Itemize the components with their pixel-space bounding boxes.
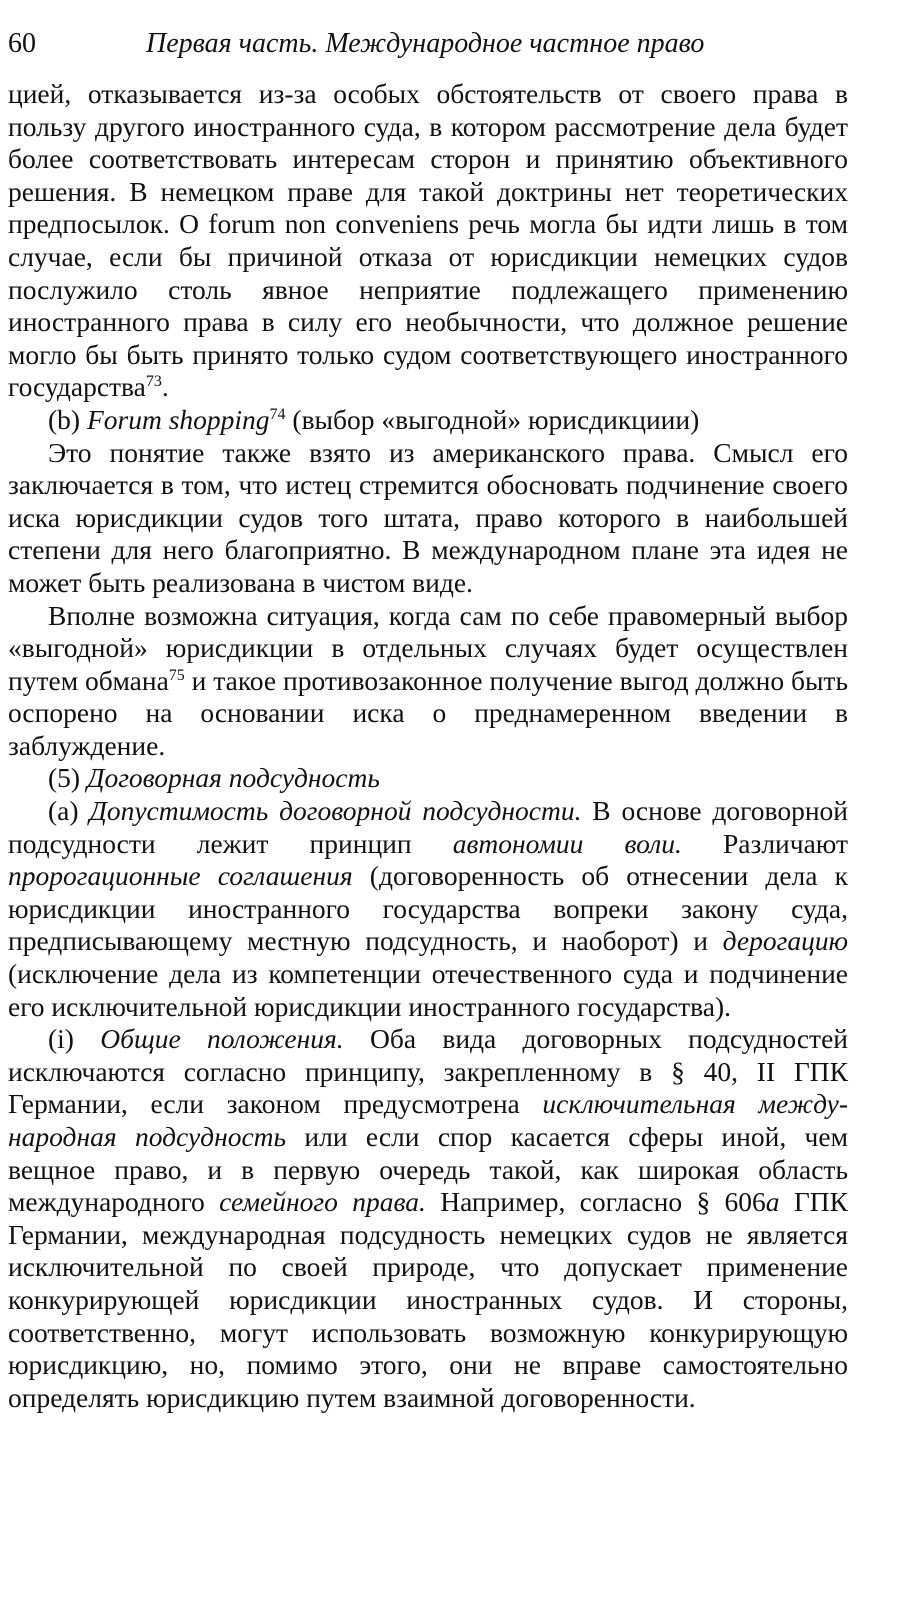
- paragraph-text: Например, согласно § 606: [425, 1186, 766, 1218]
- subheading-title: Forum shopping: [86, 403, 270, 435]
- footnote-ref-74: 74: [269, 405, 286, 423]
- footnote-ref-75: 75: [168, 666, 185, 684]
- subheading-rest: (выбор «выгодной» юрисдикциии): [285, 403, 700, 435]
- paragraph-text: (исключение дела из компетенции отечественного суда и подчинение его исключительной юрисдикции иностранного государства).: [8, 958, 848, 1022]
- paragraph-text: Вполне возможна ситуация, когда сам по себе правомерный выбор «выгодной» юрисдикции в отдельных случаях будет осуществлен путем обмана: [8, 599, 848, 696]
- paragraph-admissibility: [8, 795, 848, 1023]
- paragraph-text: Различают: [681, 827, 849, 859]
- footnote-ref-73: 73: [145, 373, 162, 391]
- paragraph-general-provisions: [8, 1023, 848, 1414]
- page-number: 60: [8, 28, 36, 59]
- italic-term: семейного права.: [219, 1186, 426, 1218]
- body-text: [8, 78, 848, 1414]
- paragraph-text: цией, отказывается из-за особых обстоятельств от своего права в пользу другого иностранного суда, в котором рассмотрение дела будет более соответствовать интересам сторон и принятию объективного решения. В немецком праве для такой доктрины нет теоретических предпосылок. О forum non conveniens речь могла бы идти лишь в том случае, если бы причиной отказа от юрисдикции немецких судов послужило столь явное неприятие подлежащего применению иностранного права в силу его необычности, что должное решение могло бы быть принято только судом соответствующего иностранного государства: [8, 78, 848, 403]
- subheading-prefix: (b): [48, 403, 87, 435]
- running-head: [8, 24, 848, 64]
- italic-term: дерoгацию: [722, 925, 848, 957]
- paragraph-fraud-case: [8, 600, 848, 763]
- paragraph-text-cont: и такое противозаконное получение выгод должно быть оспорено на основании иска о преднамеренном введении в заблуждение.: [8, 664, 848, 761]
- paragraph-text: В основе договорной подсудности лежит принцип: [8, 795, 848, 859]
- item-prefix: (a): [48, 795, 90, 827]
- paragraph-end: .: [161, 371, 169, 403]
- running-title: Первая часть. Международное частное право: [146, 28, 705, 59]
- italic-term: пророгационные соглашения: [8, 860, 353, 892]
- italic-term: a: [765, 1186, 780, 1218]
- paragraph-text: или если спор касается сферы иной, чем вещное право, и в первую очередь такой, как широкая область международного: [8, 1121, 848, 1218]
- paragraph-forum-shopping-definition: [8, 437, 848, 600]
- paragraph-continuation: [8, 78, 848, 404]
- italic-term: исключительная международная подсудность: [8, 1088, 848, 1152]
- item-prefix: (i): [48, 1023, 101, 1055]
- paragraph-text: Это понятие также взято из американского права. Смысл его заключается в том, что истец стремится обосновать подчинение своего иска юрисдикции судов того штата, право которого в наибольшей степени для него благоприятно. В международном плане эта идея не может быть реализована в чистом виде.: [8, 436, 848, 598]
- subheading-prefix: (5): [48, 762, 87, 794]
- subheading-title: Договорная подсудность: [86, 762, 380, 794]
- paragraph-text: Оба вида договорных подсудностей исключаются согласно принципу, закрепленному в § 40, II ГПК Германии, если законом предусмотрена: [8, 1023, 848, 1120]
- subheading-forum-shopping: [8, 404, 848, 437]
- italic-term: автономии воли.: [452, 827, 682, 859]
- italic-term: Общие положения.: [100, 1023, 344, 1055]
- italic-term: Допустимость договорной подсудности.: [89, 795, 582, 827]
- paragraph-text: ГПК Германии, международная подсудность немецких судов не является исключительной по своей природе, что допускает применение конкурирующей юрисдикции иностранных судов. И стороны, соответственно, могут использовать возможную конкурирующую юрисдикцию, но, помимо этого, они не вправе самостоятельно определять юрисдикцию путем взаимной договоренности.: [8, 1186, 848, 1413]
- paragraph-text: (договоренность об отнесении дела к юрисдикции иностранного государства вопреки закону суда, предписывающему местную подсудность, и наоборот) и: [8, 860, 848, 957]
- subheading-contractual-jurisdiction: [8, 762, 848, 795]
